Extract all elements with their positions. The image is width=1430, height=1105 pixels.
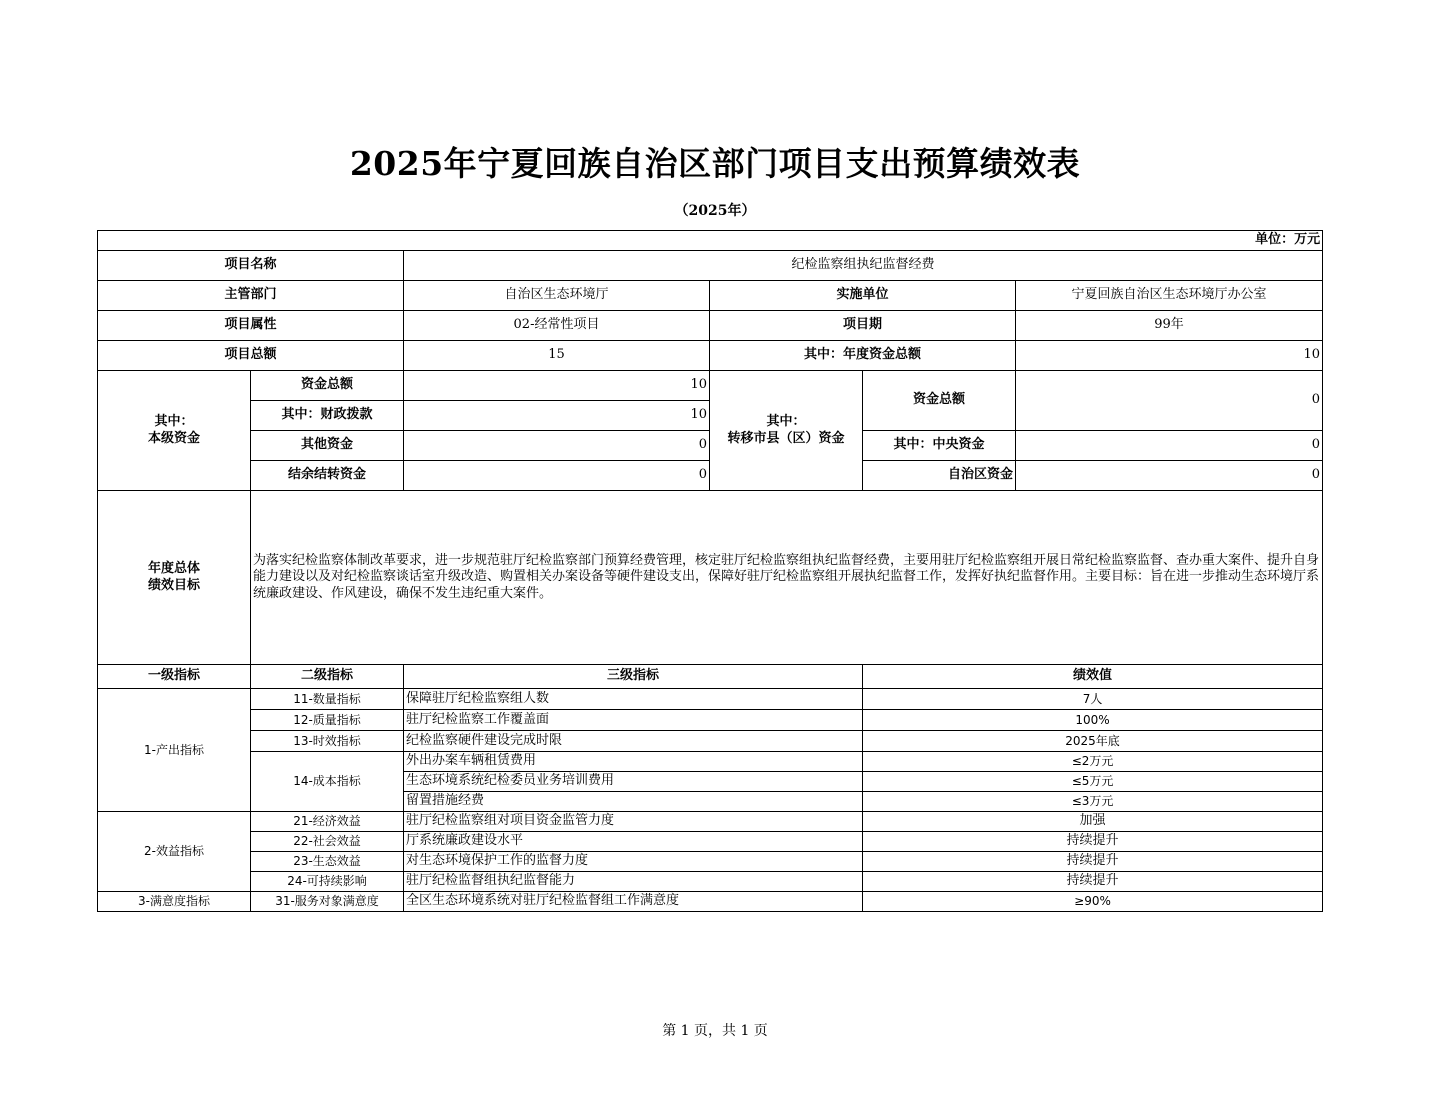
total-value: 15 xyxy=(404,341,710,371)
annual-label: 其中：年度资金总额 xyxy=(710,341,1016,371)
period-value: 99年 xyxy=(1016,311,1323,341)
page-title: 2025年宁夏回族自治区部门项目支出预算绩效表 xyxy=(349,144,1081,183)
header-level1: 一级指标 xyxy=(98,665,251,689)
attr-label: 项目属性 xyxy=(98,311,404,341)
page-footer: 第 1 页，共 1 页 xyxy=(662,1023,768,1039)
indicator-item: 生态环境系统纪检委员业务培训费用 xyxy=(404,772,863,792)
local-other-value: 0 xyxy=(404,431,710,461)
header-level3: 三级指标 xyxy=(404,665,863,689)
indicator-value: ≤3万元 xyxy=(863,792,1323,812)
indicator-cost: 14-成本指标 xyxy=(251,752,404,812)
indicator-value: 持续提升 xyxy=(863,872,1323,892)
indicator-value: ≥90% xyxy=(863,892,1323,912)
dept-value: 自治区生态环境厅 xyxy=(404,281,710,311)
transfer-total-value: 0 xyxy=(1016,371,1323,431)
indicator-quantity: 11-数量指标 xyxy=(251,689,404,710)
indicator-value: ≤5万元 xyxy=(863,772,1323,792)
indicator-timeliness: 13-时效指标 xyxy=(251,731,404,752)
budget-performance-table xyxy=(97,230,1323,912)
transfer-funds-group-line2: 转移市县（区）资金 xyxy=(727,430,845,446)
indicator-value: ≤2万元 xyxy=(863,752,1323,772)
indicator-quality: 12-质量指标 xyxy=(251,710,404,731)
indicator-item: 厅系统廉政建设水平 xyxy=(404,832,863,852)
indicator-value: 100% xyxy=(863,710,1323,731)
indicator-group-benefit: 2-效益指标 xyxy=(98,812,251,892)
indicator-item: 留置措施经费 xyxy=(404,792,863,812)
goal-label-line1: 年度总体 xyxy=(147,561,200,577)
transfer-total-label: 资金总额 xyxy=(863,371,1016,431)
header-level2: 二级指标 xyxy=(251,665,404,689)
indicator-value: 持续提升 xyxy=(863,852,1323,872)
page-subtitle: （2025年） xyxy=(674,203,756,219)
annual-value: 10 xyxy=(1016,341,1323,371)
indicator-item: 外出办案车辆租赁费用 xyxy=(404,752,863,772)
indicator-item: 纪检监察硬件建设完成时限 xyxy=(404,731,863,752)
project-name-value: 纪检监察组执纪监督经费 xyxy=(404,251,1323,281)
indicator-value: 2025年底 xyxy=(863,731,1323,752)
attr-value: 02-经常性项目 xyxy=(404,311,710,341)
local-carry-value: 0 xyxy=(404,461,710,491)
indicator-ecological: 23-生态效益 xyxy=(251,852,404,872)
local-carry-label: 结余结转资金 xyxy=(251,461,404,491)
unit-label: 单位：万元 xyxy=(98,231,1323,251)
total-label: 项目总额 xyxy=(98,341,404,371)
indicator-group-satisfaction: 3-满意度指标 xyxy=(98,892,251,912)
indicator-economic: 21-经济效益 xyxy=(251,812,404,832)
indicator-value: 持续提升 xyxy=(863,832,1323,852)
transfer-central-value: 0 xyxy=(1016,431,1323,461)
indicator-item: 驻厅纪检监察工作覆盖面 xyxy=(404,710,863,731)
indicator-value: 加强 xyxy=(863,812,1323,832)
indicator-item: 全区生态环境系统对驻厅纪检监督组工作满意度 xyxy=(404,892,863,912)
local-funds-group-label xyxy=(98,371,251,491)
local-fiscal-label: 其中：财政拨款 xyxy=(251,401,404,431)
header-value: 绩效值 xyxy=(863,665,1323,689)
transfer-funds-group-line1: 其中： xyxy=(766,414,806,430)
indicator-group-output: 1-产出指标 xyxy=(98,689,251,812)
impl-label: 实施单位 xyxy=(710,281,1016,311)
project-name-label: 项目名称 xyxy=(98,251,404,281)
local-total-label: 资金总额 xyxy=(251,371,404,401)
indicator-service-satisfaction: 31-服务对象满意度 xyxy=(251,892,404,912)
impl-value: 宁夏回族自治区生态环境厅办公室 xyxy=(1016,281,1323,311)
transfer-central-label: 其中：中央资金 xyxy=(863,431,1016,461)
indicator-sustainable: 24-可持续影响 xyxy=(251,872,404,892)
local-funds-group-line1: 其中： xyxy=(154,414,194,430)
local-funds-group-line2: 本级资金 xyxy=(147,430,200,446)
local-fiscal-value: 10 xyxy=(404,401,710,431)
local-other-label: 其他资金 xyxy=(251,431,404,461)
transfer-region-label: 自治区资金 xyxy=(863,461,1016,491)
transfer-funds-group-label xyxy=(710,371,863,491)
goal-label-line2: 绩效目标 xyxy=(147,577,200,593)
local-total-value: 10 xyxy=(404,371,710,401)
indicator-item: 对生态环境保护工作的监督力度 xyxy=(404,852,863,872)
indicator-item: 保障驻厅纪检监察组人数 xyxy=(404,689,863,710)
goal-label xyxy=(98,491,251,665)
period-label: 项目期 xyxy=(710,311,1016,341)
indicator-item: 驻厅纪检监督组执纪监督能力 xyxy=(404,872,863,892)
transfer-region-value: 0 xyxy=(1016,461,1323,491)
indicator-value: 7人 xyxy=(863,689,1323,710)
dept-label: 主管部门 xyxy=(98,281,404,311)
indicator-item: 驻厅纪检监察组对项目资金监管力度 xyxy=(404,812,863,832)
goal-text: 为落实纪检监察体制改革要求，进一步规范驻厅纪检监察部门预算经费管理，核定驻厅纪检监察组执纪监督经费，主要用驻厅纪检监察组开展日常纪检监察监督、查办重大案件、提升自身能力建设以及对纪检监察谈话室升级改造、购置相关办案设备等硬件建设支出，保障好驻厅纪检监察组开展执纪监督工作，发挥好执纪监督作用。主要目标：旨在进一步推动生态环境厅系统廉政建设、作风建设，确保不发生违纪重大案件。 xyxy=(251,491,1323,665)
indicator-social: 22-社会效益 xyxy=(251,832,404,852)
